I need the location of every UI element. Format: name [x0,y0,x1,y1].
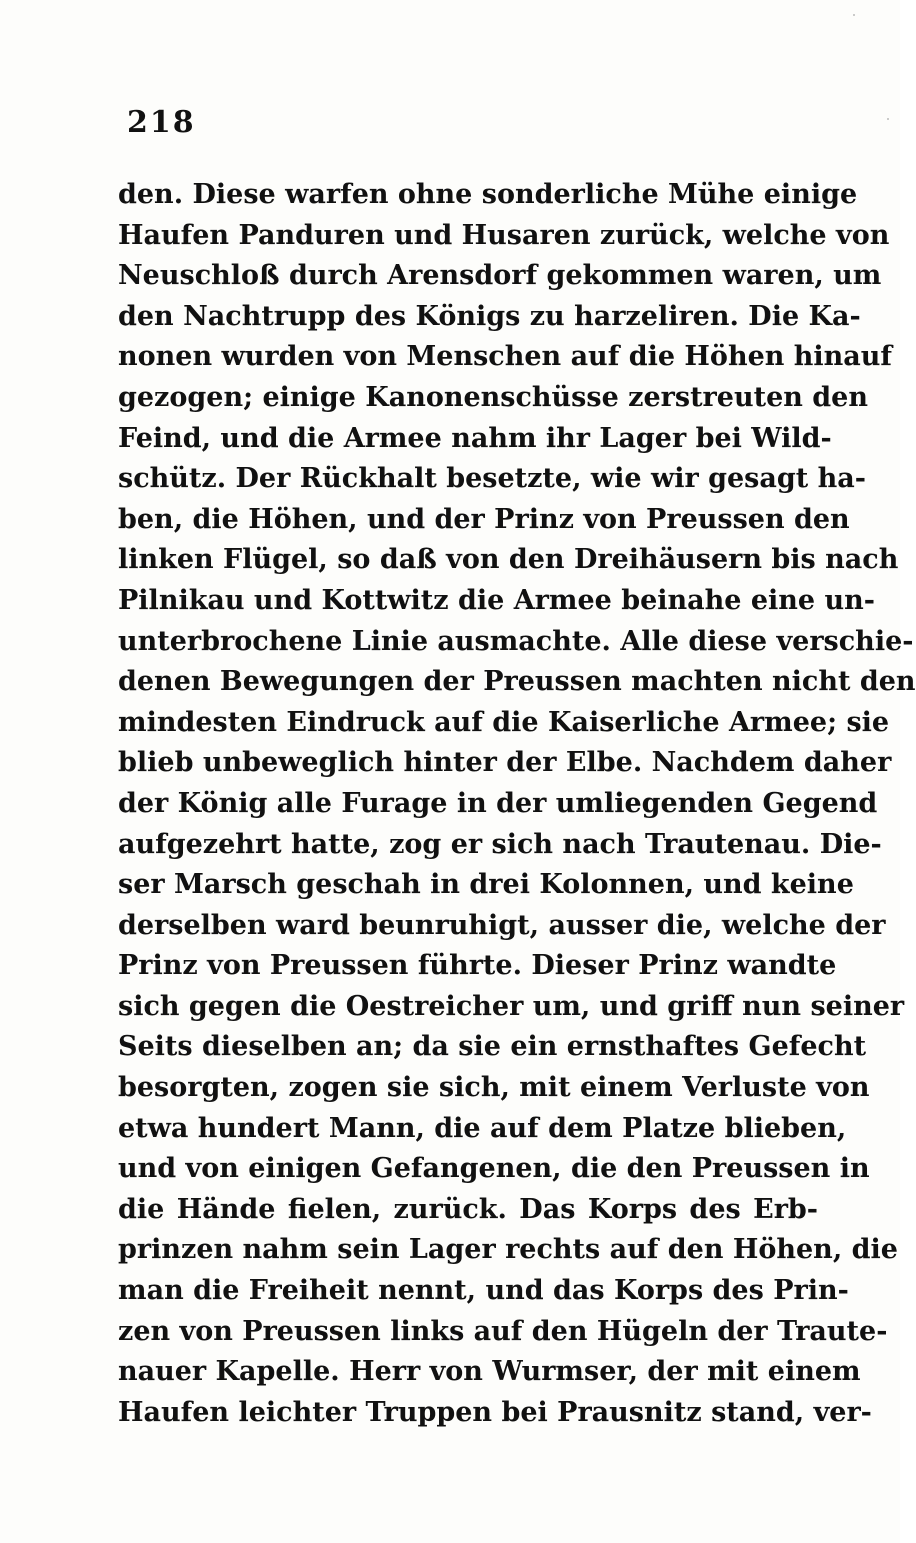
text-line: Haufen Panduren und Husaren zurück, welche von [118,219,890,251]
text-line: nauer Kapelle. Herr von Wurmser, der mit einem [118,1356,861,1388]
text-line: und von einigen Gefangenen, die den Preussen in [118,1153,870,1185]
text-line: man die Freiheit nennt, und das Korps des Prin- [118,1275,849,1307]
text-line: gezogen; einige Kanonenschüsse zerstreuten den [118,381,868,413]
text-line: den Nachtrupp des Königs zu harzeliren. Die Ka- [118,300,861,332]
text-line: zen von Preussen links auf den Hügeln der Traute- [118,1315,888,1347]
text-line: Seits dieselben an; da sie ein ernsthaftes Gefecht [118,1031,867,1063]
text-line: mindesten Eindruck auf die Kaiserliche Armee; sie [118,706,890,738]
text-line: sich gegen die Oestreicher um, und griff nun seiner [118,990,905,1022]
text-line: unterbrochene Linie ausmachte. Alle diese verschie- [118,625,914,657]
text-line: Prinz von Preussen führte. Dieser Prinz wandte [118,950,837,982]
text-line: denen Bewegungen der Preussen machten nicht den [118,666,916,698]
text-line: etwa hundert Mann, die auf dem Platze blieben, [118,1112,847,1144]
text-line: Haufen leichter Truppen bei Prausnitz stand, ver- [118,1396,872,1428]
text-line: aufgezehrt hatte, zog er sich nach Trautenau. Die- [118,828,882,860]
paper-speck [853,14,855,16]
text-line: ser Marsch geschah in drei Kolonnen, und keine [118,869,854,901]
page-number: 218 [127,105,196,140]
text-line: Feind, und die Armee nahm ihr Lager bei Wild- [118,422,832,454]
text-line: den. Diese warfen ohne sonderliche Mühe einige [118,179,858,210]
text-line: nonen wurden von Menschen auf die Höhen hinauf [118,341,893,373]
paper-speck [887,118,889,120]
text-line: blieb unbeweglich hinter der Elbe. Nachdem daher [118,747,892,779]
body-text [118,175,916,1433]
text-line: linken Flügel, so daß von den Dreihäusern bis nach [118,544,899,576]
text-line: Pilnikau und Kottwitz die Armee beinahe eine un- [118,584,875,616]
text-line: prinzen nahm sein Lager rechts auf den Höhen, die [118,1234,898,1266]
text-line: schütz. Der Rückhalt besetzte, wie wir gesagt ha- [118,463,866,495]
text-line: ben, die Höhen, und der Prinz von Preussen den [118,503,850,535]
text-line: besorgten, zogen sie sich, mit einem Verluste von [118,1072,870,1104]
text-line: der König alle Furage in der umliegenden Gegend [118,787,878,819]
text-line: die Hände fielen, zurück. Das Korps des Erb- [118,1193,818,1225]
text-line: Neuschloß durch Arensdorf gekommen waren, um [118,260,882,292]
text-line: derselben ward beunruhigt, ausser die, welche der [118,909,886,941]
